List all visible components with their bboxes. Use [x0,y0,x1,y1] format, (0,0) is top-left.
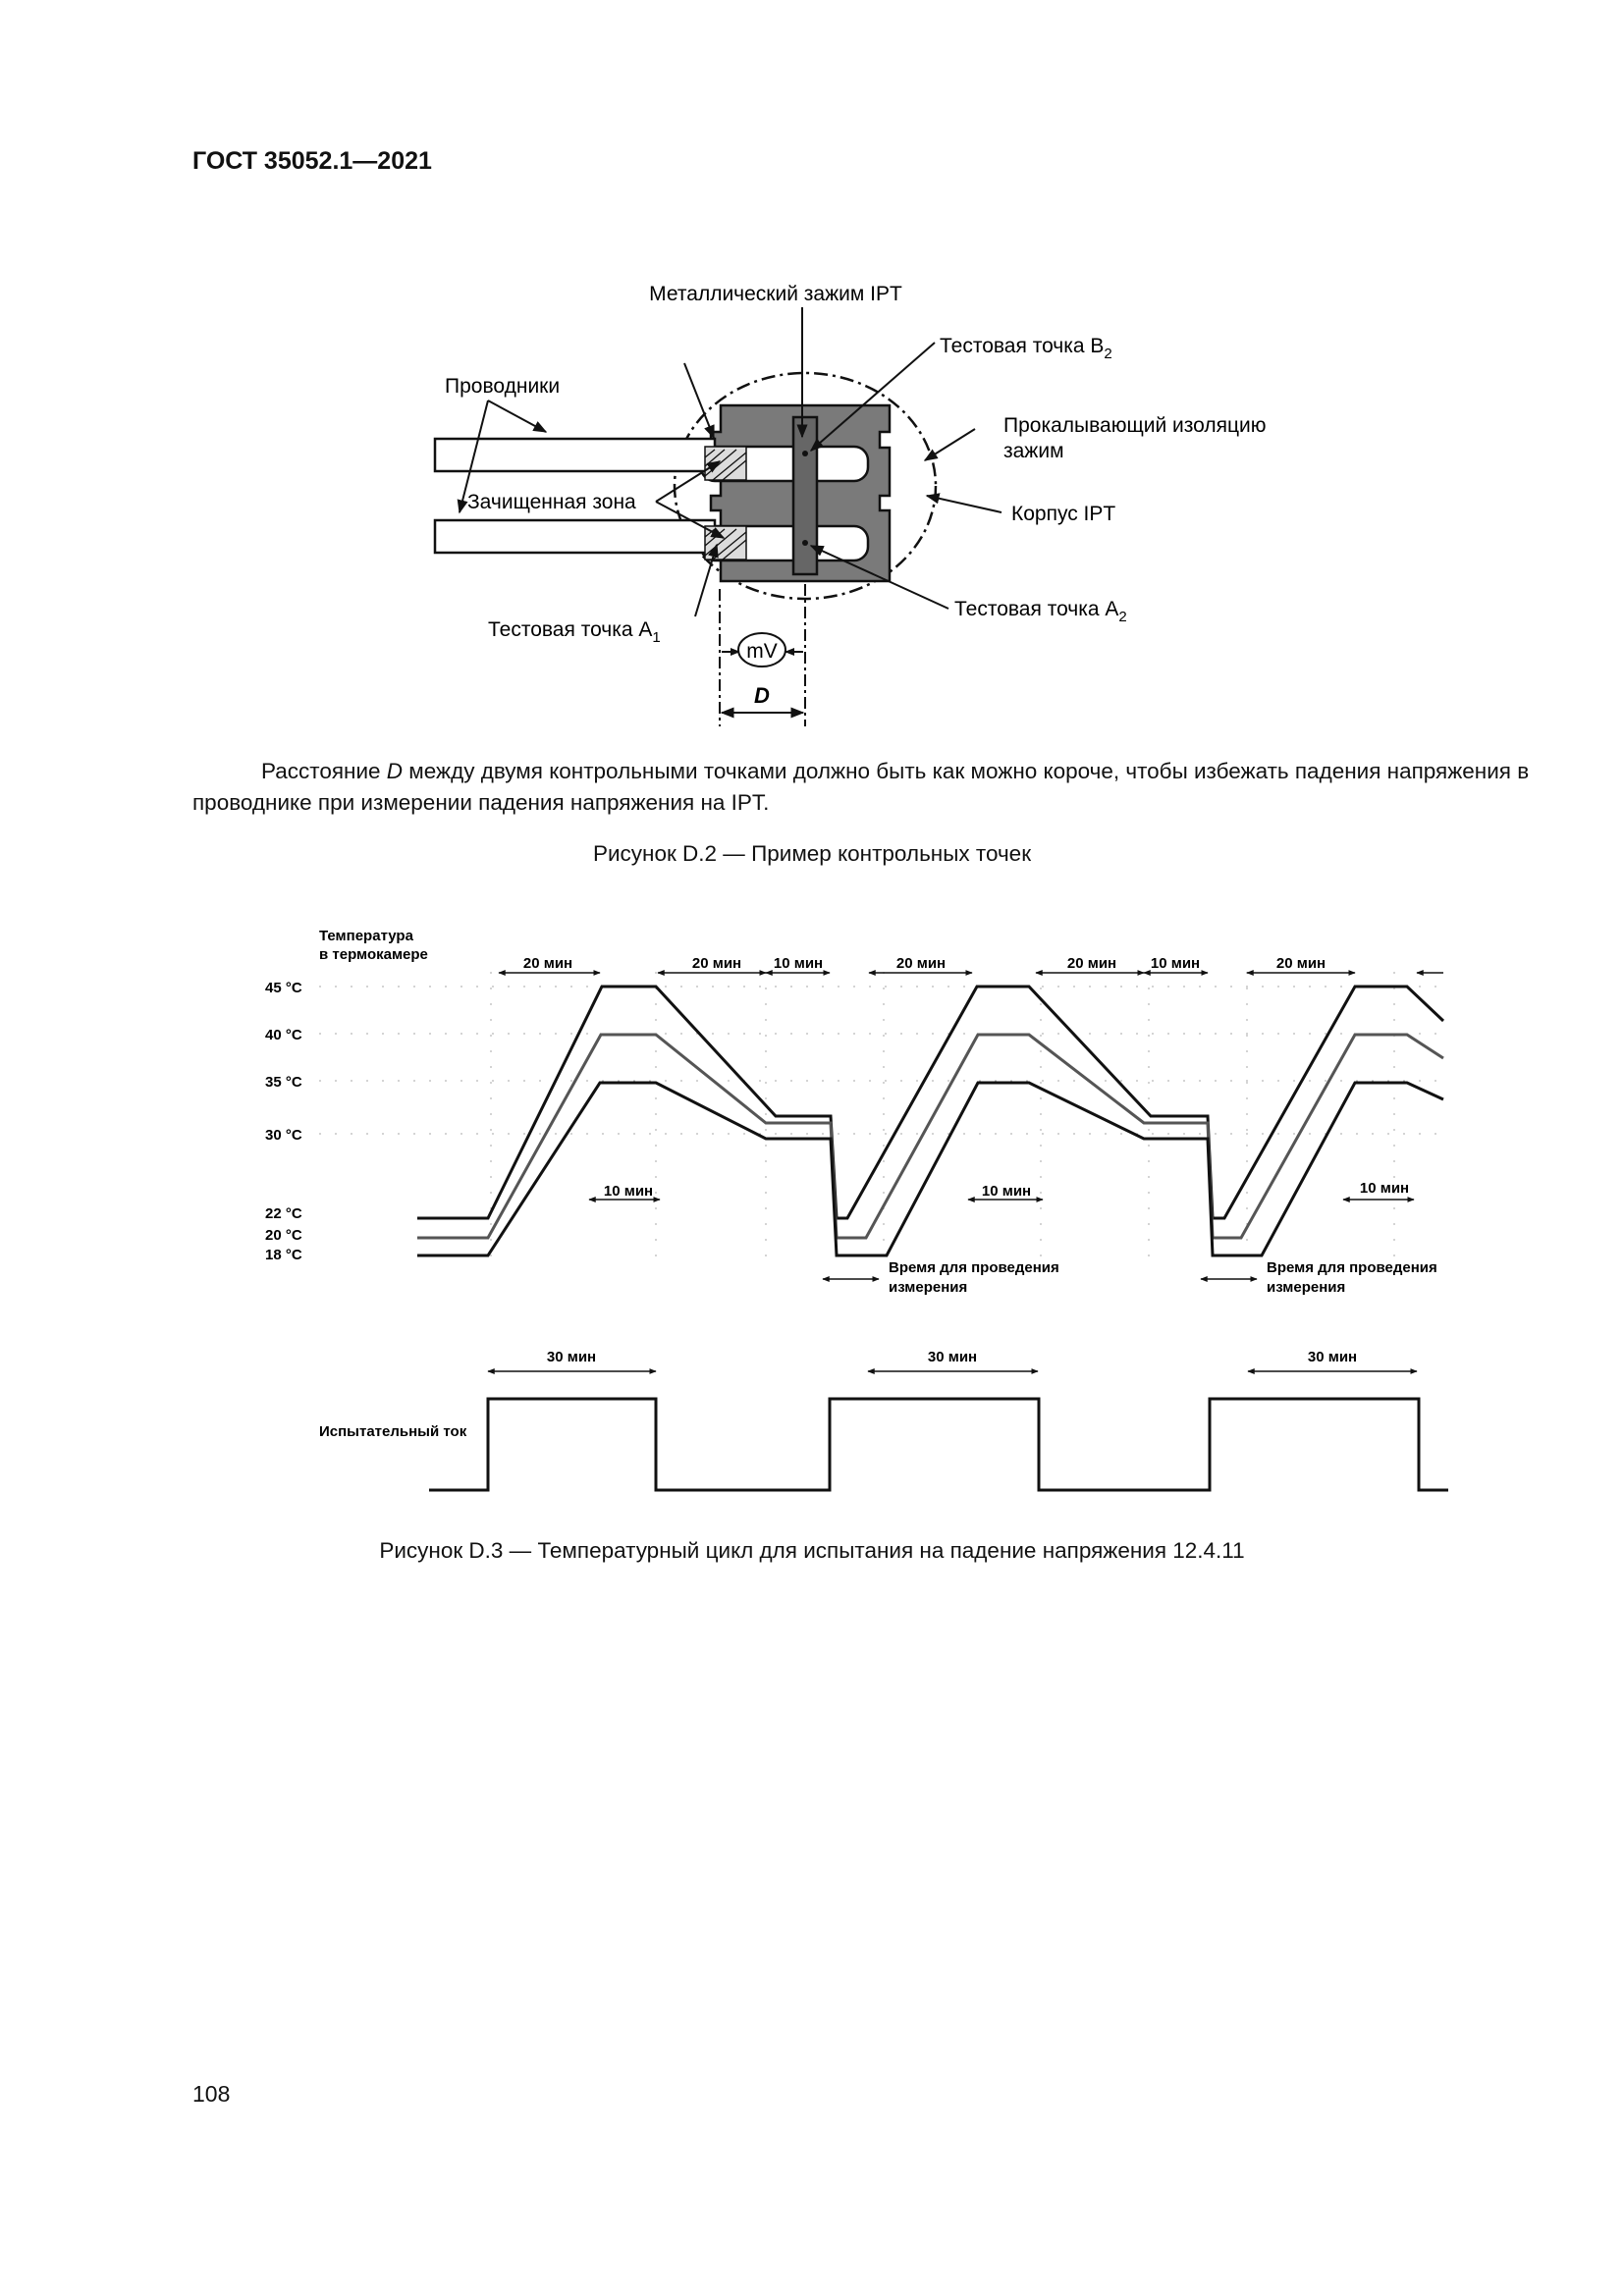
body-paragraph: Расстояние D между двумя контрольными точками должно быть как можно короче, чтобы избежать падения напряжения в проводнике при измерении падения напряжения на IPT. [192,759,1530,815]
piercing-blade [793,417,817,574]
svg-text:Время для проведения: Время для проведения [1267,1259,1437,1276]
svg-text:30 °C: 30 °C [265,1127,302,1144]
svg-text:измерения: измерения [889,1279,968,1296]
figure-d2-caption: Рисунок D.2 — Пример контрольных точек [592,841,1032,866]
svg-text:40 °C: 40 °C [265,1027,302,1043]
svg-text:10 мин: 10 мин [773,955,824,972]
conductor-lower [435,520,715,553]
distance-d-label: D [754,683,770,708]
label-stripped-zone: Зачищенная зона [467,491,636,513]
curve-middle-40 [417,1035,1443,1238]
label-test-point-a2: Тестовая точка $A_2$ [954,598,1127,625]
svg-text:20 мин: 20 мин [1275,955,1326,972]
svg-text:10 мин: 10 мин [603,1183,654,1200]
svg-text:18 °C: 18 °C [265,1247,302,1263]
figure-d3-caption: Рисунок D.3 — Температурный цикл для испытания на падение напряжения 12.4.11 [379,1538,1245,1563]
svg-text:30 мин: 30 мин [1307,1349,1358,1365]
svg-text:22 °C: 22 °C [265,1205,302,1222]
test-point-b2-dot [802,451,808,456]
svg-text:20 мин: 20 мин [895,955,947,972]
dwell-interval-labels [604,1180,1409,1200]
current-interval-labels [547,1349,1357,1365]
label-test-point-b2: Тестовая точка $B_2$ [940,335,1112,362]
svg-text:измерения: измерения [1267,1279,1346,1296]
test-point-a2-dot [802,540,808,546]
y-axis-title-1: Температура [319,928,413,944]
svg-text:45 °C: 45 °C [265,980,302,996]
label-ipt-housing: Корпус IPT [1011,503,1116,525]
voltmeter-label: mV [746,640,778,663]
page-number: 108 [192,2081,231,2107]
label-piercing-clamp-2: зажим [1003,440,1064,462]
measurement-window-labels [889,1259,1437,1296]
figure-d3 [265,928,1448,1490]
y-axis-title-2: в термокамере [319,946,428,963]
curve-lower-35 [417,1083,1443,1255]
svg-text:10 мин: 10 мин [981,1183,1032,1200]
svg-text:30 мин: 30 мин [546,1349,597,1365]
svg-text:30 мин: 30 мин [927,1349,978,1365]
y-tick-labels [265,980,302,1263]
label-clamp: Металлический зажим IPT [649,283,902,305]
document-header: ГОСТ 35052.1—2021 [192,147,432,175]
svg-text:20 °C: 20 °C [265,1227,302,1244]
temperature-curves [417,987,1443,1255]
label-test-point-a1: Тестовая точка $A_1$ [488,618,661,646]
svg-text:10 мин: 10 мин [1359,1180,1410,1197]
label-conductors: Проводники [445,375,561,398]
label-piercing-clamp-1: Прокалывающий изоляцию [1003,414,1267,437]
svg-text:20 мин: 20 мин [691,955,742,972]
curve-upper-45 [417,987,1443,1218]
svg-text:20 мин: 20 мин [522,955,573,972]
test-current-waveform [429,1399,1448,1490]
svg-text:35 °C: 35 °C [265,1074,302,1091]
svg-text:20 мин: 20 мин [1066,955,1117,972]
test-current-label: Испытательный ток [319,1423,467,1440]
guide-grid [319,972,1443,1266]
figure-d2 [435,283,1267,726]
top-interval-labels [523,955,1326,972]
svg-text:Время для проведения: Время для проведения [889,1259,1059,1276]
svg-text:10 мин: 10 мин [1150,955,1201,972]
